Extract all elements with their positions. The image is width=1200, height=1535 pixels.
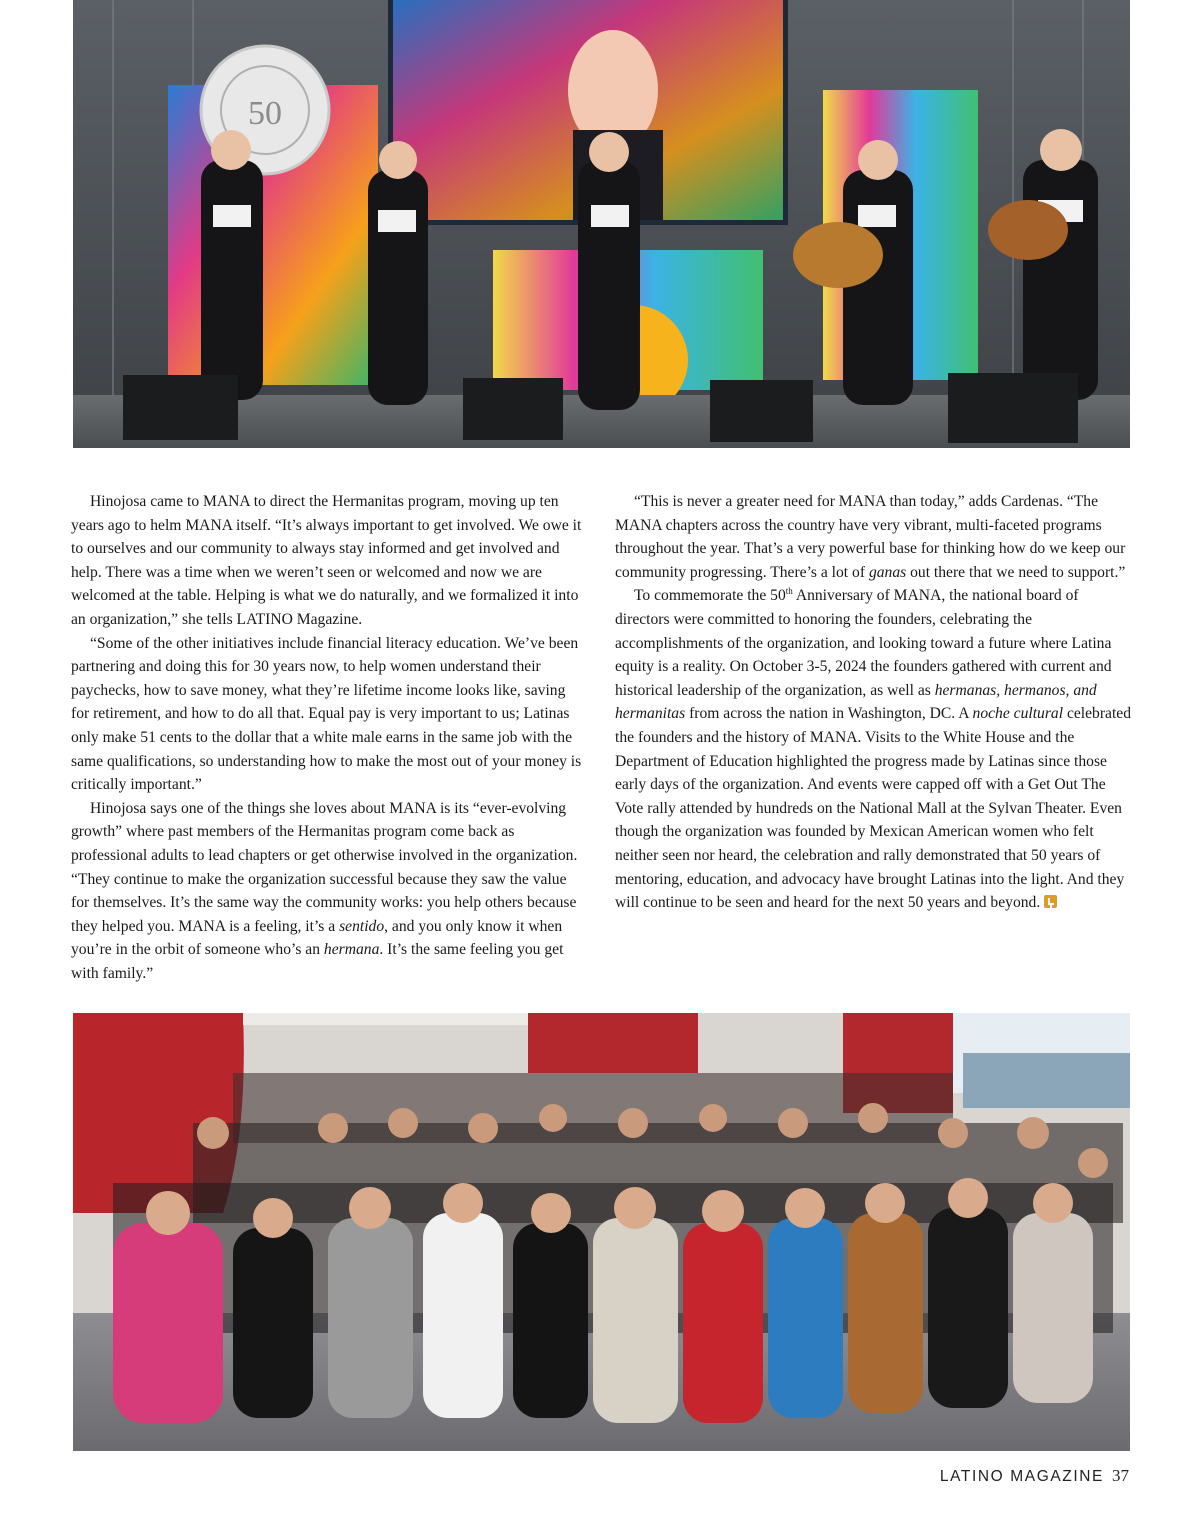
seal-number: 50 [248, 95, 282, 132]
article-paragraph: Hinojosa came to MANA to direct the Hermanitas program, moving up ten years ago to helm MANA itself. “It’s always important to get involved. We owe it to ourselves and our community to always stay informed and get involved and help. There was a time when we weren’t seen or welcomed and now we are welcomed at the table. Helping is what we do naturally, and we formalized it into an organization,” she tells LATINO Magazine. [71, 493, 582, 628]
article-column-right [615, 490, 1131, 915]
page-number: 37 [1112, 1466, 1129, 1485]
group-gathering-photo [73, 1013, 1130, 1451]
page-footer [940, 1466, 1129, 1486]
mariachi-performance-photo [73, 0, 1130, 448]
article-column-left [71, 490, 584, 985]
article-paragraph: To commemorate the 50th Anniversary of MANA, the national board of directors were committed to honoring the founders, celebrating the accomplishments of the organization, and looking toward a future where Latina equity is a reality. On October 3-5, 2024 the founders gathered with current and historical leadership of the organization, as well as hermanas, hermanos, and hermanitas from across the nation in Washington, DC. A noche cultural celebrated the founders and the history of MANA. Visits to the White House and the Department of Education highlighted the progress made by Latinas since those early days of the organization. And events were capped off with a Get Out The Vote rally attended by hundreds on the National Mall at the Sylvan Theater. Even though the organization was founded by Mexican American women who felt neither seen nor heard, the celebration and rally demonstrated that 50 years of mentoring, education, and advocacy have brought Latinas into the light. And they will continue to be seen and heard for the next 50 years and beyond. [615, 586, 1132, 912]
publication-name: LATINO MAGAZINE [939, 1468, 1104, 1485]
article-paragraph: Hinojosa says one of the things she loves about MANA is its “ever-evolving growth” where past members of the Hermanitas program come back as professional adults to lead chapters or get otherwise involved in the organization. “They continue to make the organization successful because they saw the value for themselves. It’s the same way the community works: you help others because they helped you. MANA is a feeling, it’s a sentido, and you only know it when you’re in the orbit of someone who’s an hermana. It’s the same feeling you get with family.” [71, 799, 578, 982]
latino-magazine-end-mark-icon [1044, 895, 1057, 908]
article-paragraph: “This is never a greater need for MANA than today,” adds Cardenas. “The MANA chapters across the country have very vibrant, multi-faceted programs throughout the year. That’s a very powerful base for thinking how do we keep our community progressing. There’s a lot of ganas out there that we need to support.” [615, 493, 1126, 581]
article-paragraph: “Some of the other initiatives include financial literacy education. We’ve been partnering and doing this for 30 years now, to help women understand their paychecks, how to save money, what they’re lifetime income looks like, saving for retirement, and how to do all that. Equal pay is very important to us; Latinas only make 51 cents to the dollar that a white male earns in the same job with the same qualifications, so understanding how to make the most out of your money is critically important.” [71, 634, 582, 794]
